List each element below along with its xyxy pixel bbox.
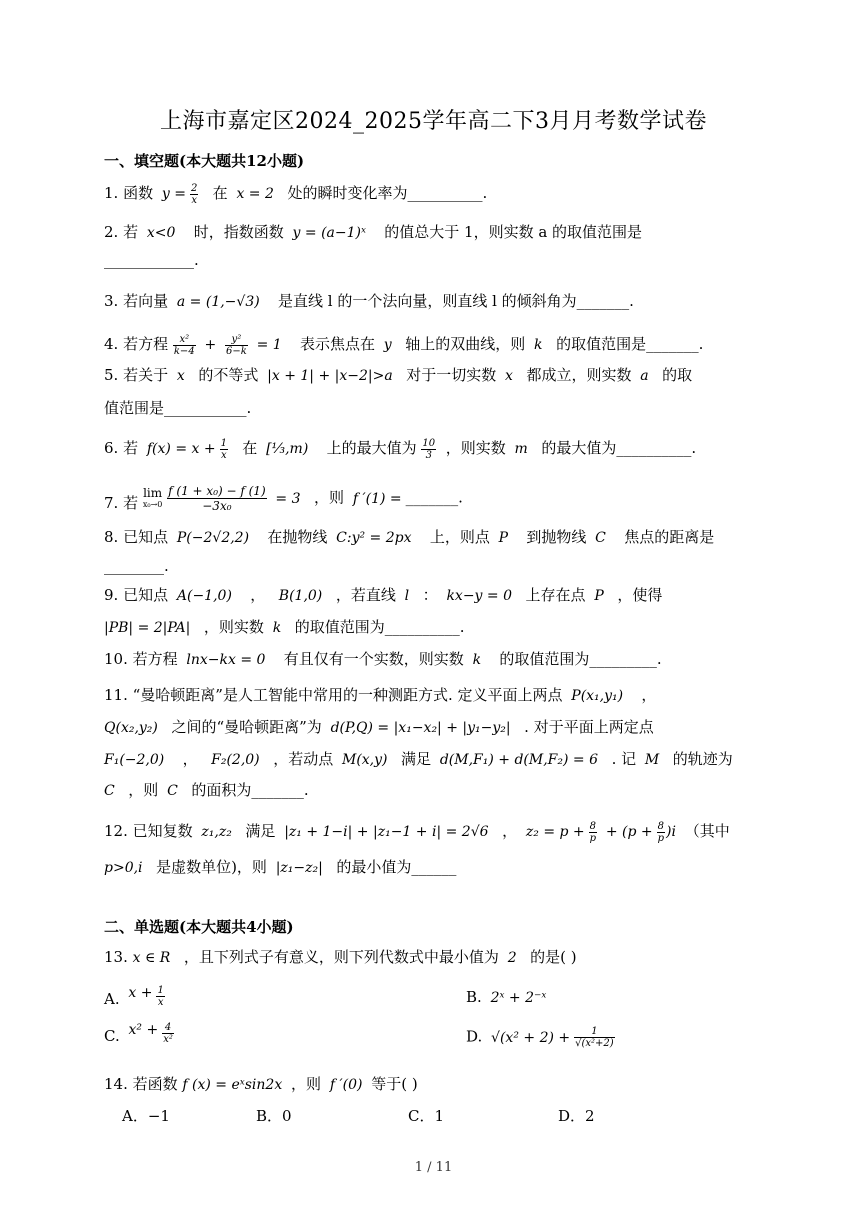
- question-5-cont: 值范围是___________.: [104, 399, 252, 417]
- question-5: 5. 若关于 x 的不等式 |x + 1| + |x−2|>a 对于一切实数 x 都成立，则实数 a 的取: [104, 366, 693, 384]
- question-10: 10. 若方程 lnx−kx = 0 有且仅有一个实数，则实数 k 的取值范围为_________.: [104, 650, 662, 668]
- question-3: 3. 若向量 a = (1,−√3) 是直线 l 的一个法向量，则直线 l 的倾斜角为_______.: [104, 292, 634, 310]
- question-4: 4. 若方程 $\frac{\text{x²}}{k-4}$ + $\frac{\text{y²}}{6-k}$ = 1 表示焦点在 y 轴上的双曲线，则 k 的取值范围是_______.: [104, 333, 704, 357]
- question-2: 2. 若 x<0 时，指数函数 y = (a−1)ˣ 的值总大于 1，则实数 a 的取值范围是: [104, 223, 643, 241]
- option-13-b[interactable]: B. 2ˣ + 2⁻ˣ: [466, 988, 547, 1006]
- page-title: 上海市嘉定区2024_2025学年高二下3月月考数学试卷: [160, 109, 707, 134]
- option-13-c[interactable]: C. x² + $\frac{4}{\text{x²}}$: [104, 1022, 173, 1045]
- question-8-blank: ________.: [104, 557, 169, 575]
- page-number: 1 / 11: [414, 1160, 453, 1175]
- section-fill-in: 一、填空题(本大题共12小题): [104, 152, 305, 170]
- question-6: 6. 若 f(x) = x + $\frac{1}{x}$ 在 [⅓,m) 上的最大值为 $\frac{10}{3}$ ，则实数 m 的最大值为__________.: [104, 437, 697, 461]
- option-14-c[interactable]: C．1: [408, 1107, 445, 1125]
- option-13-d[interactable]: D. √(x² + 2) + $\frac{1}{\text{√(x²+2)}}$: [466, 1026, 614, 1049]
- question-8: 8. 已知点 P(−2√2,2) 在抛物线 C:y² = 2px 上，则点 P 到抛物线 C 焦点的距离是: [104, 528, 715, 546]
- question-13: 13. x ∈ R ，且下列式子有意义，则下列代数式中最小值为 2 的是( ): [104, 948, 577, 966]
- question-11-line2: Q(x₂,y₂) 之间的“曼哈顿距离”为 d(P,Q) = |x₁−x₂| + |y₁−y₂| . 对于平面上两定点: [104, 718, 654, 736]
- question-1: 1. 函数 y = $\frac{2}{x}$ 在 x = 2 处的瞬时变化率为__________.: [104, 182, 488, 206]
- question-11: 11. “曼哈顿距离”是人工智能中常用的一种测距方式. 定义平面上两点 P(x₁,y₁) ，: [104, 686, 657, 704]
- question-9-cont: |PB| = 2|PA| ，则实数 k 的取值范围为__________.: [104, 618, 465, 636]
- question-2-blank: ____________.: [104, 251, 199, 269]
- section-single-choice: 二、单选题(本大题共4小题): [104, 918, 294, 936]
- question-7: 7. 若 lim x₀→0 $\frac{\text{f (1 + x₀) − f (1)}}{\text{−3x₀}}$ = 3 ，则 f ′(1) = _______.: [104, 484, 463, 513]
- question-12-cont: p>0,i 是虚数单位)，则 |z₁−z₂| 的最小值为______: [104, 858, 457, 876]
- question-9: 9. 已知点 A(−1,0) ， B(1,0) ，若直线 l ： kx−y = 0 上存在点 P ，使得: [104, 586, 663, 604]
- question-11-line4: C ，则 C 的面积为_______.: [104, 781, 309, 799]
- option-13-a[interactable]: A. x + $\frac{1}{x}$: [104, 985, 164, 1008]
- option-14-d[interactable]: D．2: [558, 1107, 595, 1125]
- option-14-b[interactable]: B．0: [256, 1107, 292, 1125]
- question-12: 12. 已知复数 z₁,z₂ 满足 |z₁ + 1−i| + |z₁−1 + i| = 2√6 ， z₂ = p + $\frac{8}{p}$ + (p + $\frac{8}{p}$ )i （其中: [104, 820, 730, 844]
- question-14: 14. 若函数 f (x) = eˣsin2x ，则 f ′(0) 等于( ): [104, 1075, 418, 1093]
- option-14-a[interactable]: A．−1: [122, 1107, 170, 1125]
- question-11-line3: F₁(−2,0) ， F₂(2,0) ，若动点 M(x,y) 满足 d(M,F₁) + d(M,F₂) = 6 . 记 M 的轨迹为: [104, 750, 733, 768]
